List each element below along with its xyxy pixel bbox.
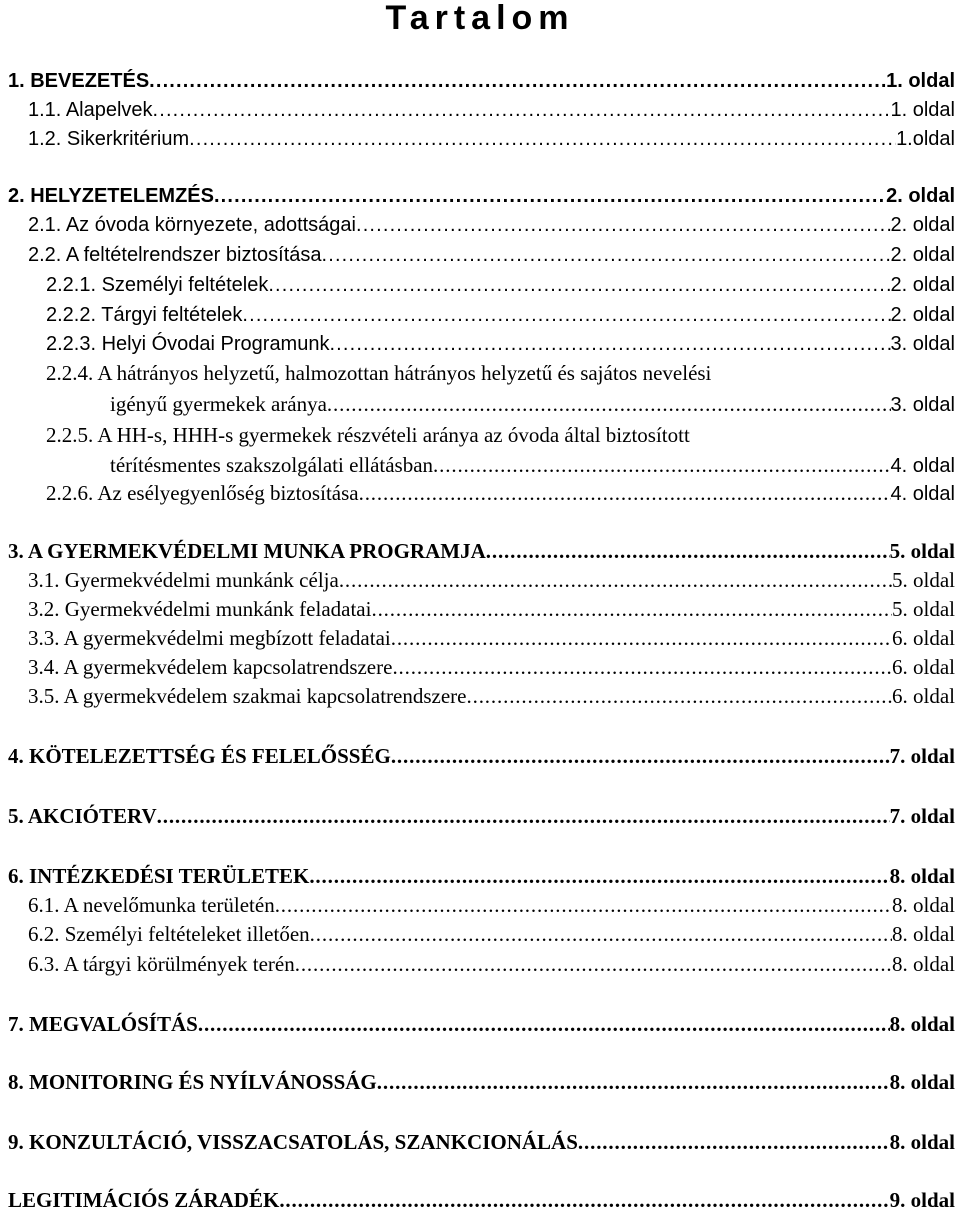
toc-leader-dots [189, 126, 896, 152]
toc-page-number: 2. oldal [886, 185, 955, 207]
toc-entry-text: 3. A GYERMEKVÉDELMI MUNKA PROGRAMJA [8, 539, 486, 563]
toc-entry-text: 5. AKCIÓTERV [8, 804, 157, 828]
toc-leader-dots [322, 242, 891, 268]
toc-entry[interactable] [8, 183, 955, 209]
toc-entry-text: 2.2.2. Tárgyi feltételek [46, 304, 243, 326]
toc-entry[interactable] [46, 302, 955, 328]
toc-entry-text: 6.1. A nevelőmunka területén [28, 893, 275, 917]
toc-entry[interactable] [46, 480, 955, 507]
toc-leader-dots [214, 183, 886, 209]
toc-entry[interactable] [28, 921, 955, 947]
toc-page-number: 8. oldal [892, 952, 955, 976]
toc-entry-text: 2. HELYZETELEMZÉS [8, 185, 214, 207]
toc-entry-text: 7. MEGVALÓSÍTÁS [8, 1012, 198, 1036]
toc-entry[interactable] [28, 683, 955, 709]
toc-page-number: 6. oldal [892, 626, 955, 650]
toc-entry-text: 9. KONZULTÁCIÓ, VISSZACSATOLÁS, SZANKCIONÁLÁS [8, 1130, 578, 1154]
toc-entry[interactable] [46, 272, 955, 298]
toc-entry-text: 2.1. Az óvoda környezete, adottságai [28, 214, 356, 236]
toc-entry[interactable] [8, 743, 955, 769]
toc-entry-text: igényű gyermekek aránya [110, 392, 327, 416]
toc-leader-dots [275, 892, 892, 918]
toc-leader-dots [359, 480, 891, 506]
toc-entry[interactable] [8, 68, 955, 94]
toc-entry-text: 2.2. A feltételrendszer biztosítása [28, 244, 322, 266]
toc-entry-text: 2.2.6. Az esélyegyenlőség biztosítása [46, 481, 359, 505]
page-title: Tartalom [385, 0, 575, 37]
toc-entry-text: LEGITIMÁCIÓS ZÁRADÉK [8, 1188, 280, 1209]
toc-entry-text: 3.5. A gyermekvédelem szakmai kapcsolatrendszere [28, 684, 467, 708]
toc-leader-dots [329, 331, 890, 357]
toc-entry[interactable] [110, 391, 955, 418]
toc-leader-dots [157, 803, 890, 829]
toc-page-number: 2. oldal [890, 214, 955, 236]
toc-entry-text: 3.2. Gyermekvédelmi munkánk feladatai [28, 597, 372, 621]
toc-entry-text[interactable]: 2.2.5. A HH-s, HHH-s gyermekek részvételi aránya az óvoda által biztosított [46, 423, 690, 447]
toc-entry[interactable] [8, 1187, 955, 1209]
toc-entry[interactable] [28, 596, 955, 622]
toc-page-number: 5. oldal [892, 568, 955, 592]
toc-leader-dots [339, 567, 892, 593]
toc-entry[interactable] [28, 654, 955, 680]
toc-page-number: 8. oldal [889, 1070, 955, 1094]
toc-leader-dots [268, 272, 890, 298]
toc-entry-text: 2.2.3. Helyi Óvodai Programunk [46, 333, 330, 355]
toc-leader-dots [391, 743, 890, 769]
toc-leader-dots [242, 302, 890, 328]
toc-entry[interactable] [8, 1069, 955, 1095]
toc-page-number: 2. oldal [890, 244, 955, 266]
toc-entry[interactable] [28, 567, 955, 593]
toc-entry[interactable] [28, 97, 955, 123]
toc-leader-dots [295, 951, 892, 977]
toc-page-number: 8. oldal [889, 1130, 955, 1154]
toc-entry-text: 6. INTÉZKEDÉSI TERÜLETEK [8, 864, 310, 888]
toc-leader-dots [327, 391, 891, 417]
toc-page-number: 7. oldal [889, 744, 955, 768]
toc-leader-dots [486, 538, 890, 564]
toc-page-number: 8. oldal [889, 864, 955, 888]
toc-page-number: 2. oldal [890, 304, 955, 326]
toc-entry-text: 6.3. A tárgyi körülmények terén [28, 952, 295, 976]
toc-entry[interactable] [8, 1011, 955, 1037]
toc-page-number: 8. oldal [892, 922, 955, 946]
toc-leader-dots [149, 68, 886, 94]
toc-leader-dots [433, 452, 890, 478]
toc-entry-text: 1.1. Alapelvek [28, 99, 153, 121]
toc-page-number: 7. oldal [889, 804, 955, 828]
toc-leader-dots [310, 921, 892, 947]
toc-entry-text: 1.2. Sikerkritérium [28, 128, 190, 150]
toc-page-number: 2. oldal [890, 274, 955, 296]
toc-entry-text: térítésmentes szakszolgálati ellátásban [110, 453, 434, 477]
toc-page-number: 8. oldal [892, 893, 955, 917]
toc-entry[interactable] [28, 625, 955, 651]
toc-leader-dots [279, 1187, 889, 1209]
toc-entry-text: 3.1. Gyermekvédelmi munkánk célja [28, 568, 339, 592]
toc-entry-text: 8. MONITORING ÉS NYÍLVÁNOSSÁG [8, 1070, 377, 1094]
toc-leader-dots [391, 625, 892, 651]
toc-entry[interactable] [28, 892, 955, 918]
toc-page-number: 5. oldal [892, 597, 955, 621]
toc-entry[interactable] [28, 126, 955, 152]
toc-leader-dots [377, 1069, 890, 1095]
toc-entry[interactable] [8, 538, 955, 564]
toc-page-number: 6. oldal [892, 655, 955, 679]
toc-leader-dots [392, 654, 892, 680]
toc-entry[interactable] [8, 1129, 955, 1155]
toc-page-number: 4. oldal [890, 455, 955, 477]
toc-leader-dots [356, 212, 891, 238]
toc-leader-dots [309, 863, 889, 889]
toc-entry[interactable] [28, 242, 955, 268]
toc-entry-text: 2.2.1. Személyi feltételek [46, 274, 269, 296]
toc-entry[interactable] [28, 212, 955, 238]
toc-leader-dots [371, 596, 892, 622]
toc-entry-text: 3.3. A gyermekvédelmi megbízott feladatai [28, 626, 391, 650]
toc-entry[interactable] [110, 452, 955, 479]
toc-entry-text: 6.2. Személyi feltételeket illetően [28, 922, 310, 946]
toc-entry[interactable] [46, 331, 955, 357]
toc-page-number: 1. oldal [890, 99, 955, 121]
toc-page-number: 3. oldal [890, 394, 955, 416]
toc-entry[interactable] [8, 803, 955, 829]
toc-page-number: 5. oldal [889, 539, 955, 563]
toc-entry-text[interactable]: 2.2.4. A hátrányos helyzetű, halmozottan hátrányos helyzetű és sajátos nevelési [46, 361, 712, 385]
toc-entry-text: 4. KÖTELEZETTSÉG ÉS FELELŐSSÉG [8, 744, 391, 768]
toc-page-number: 1. oldal [886, 70, 955, 92]
toc-leader-dots [153, 97, 891, 123]
toc-leader-dots [198, 1011, 890, 1037]
toc-leader-dots [467, 683, 893, 709]
toc-page-number: 3. oldal [890, 333, 955, 355]
toc-page-number: 8. oldal [889, 1012, 955, 1036]
toc-leader-dots [578, 1129, 890, 1155]
toc-entry-text: 1. BEVEZETÉS [8, 70, 150, 92]
toc-entry[interactable] [28, 951, 955, 977]
toc-page-number: 1.oldal [896, 128, 955, 150]
toc-page-number: 6. oldal [892, 684, 955, 708]
toc-page-number: 4. oldal [890, 483, 955, 505]
toc-entry-text: 3.4. A gyermekvédelem kapcsolatrendszere [28, 655, 393, 679]
toc-page-number: 9. oldal [889, 1188, 955, 1209]
toc-entry[interactable] [8, 863, 955, 889]
